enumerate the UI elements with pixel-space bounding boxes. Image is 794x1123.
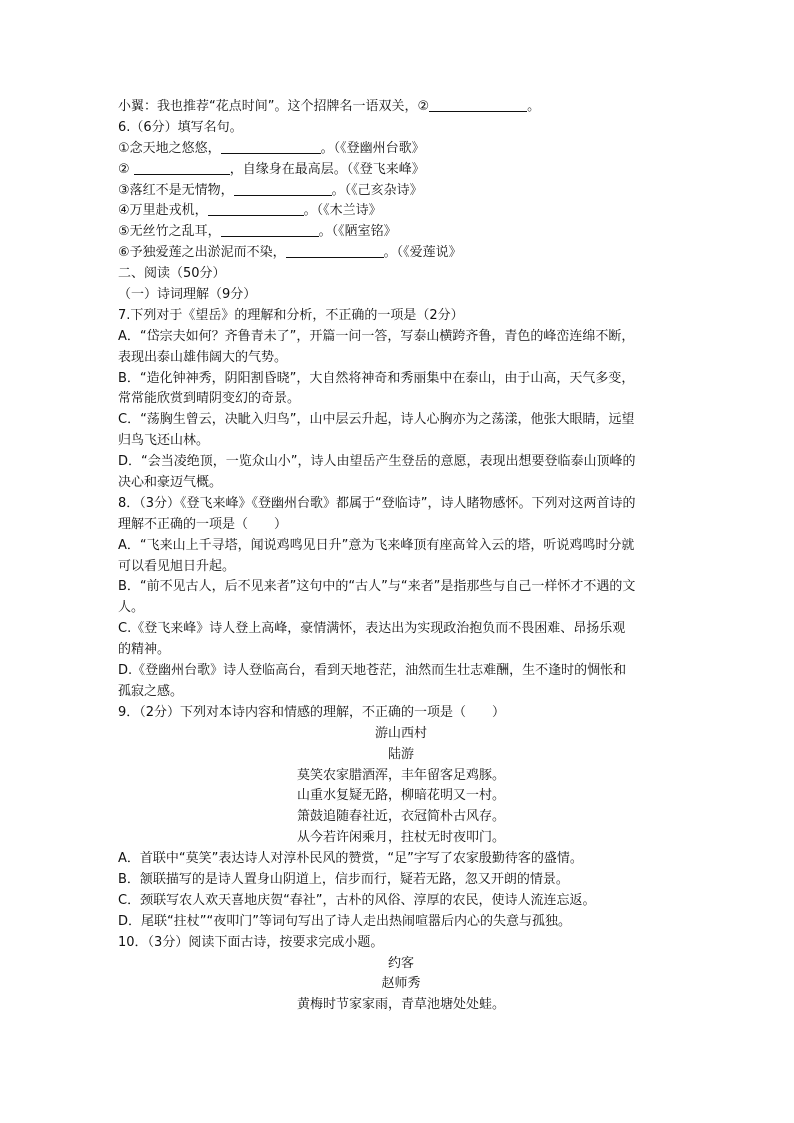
answer-blank[interactable] [286,243,384,258]
q6-item-2: ② ，自缘身在最高层。（《登飞来峰》 [118,161,425,177]
poem-line: 黄梅时节家家雨，青草池塘处处蛙。 [296,997,505,1013]
q7-line: D．“会当凌绝顶，一览众山小”，诗人由望岳产生登岳的意愿，表现出想要登临泰山顶峰的 [118,454,636,470]
q8-line: 孤寂之感。 [118,683,184,699]
q8-line: 人。 [118,600,145,616]
section-reading-heading: 二、阅读（50分） [118,266,226,282]
q8-line: B．“前不见古人，后不见来者”这句中的“古人”与“来者”是指那些与自己一样怀才不遇的文 [118,579,636,595]
answer-blank[interactable] [429,97,527,112]
poem-title: 游山西村 [374,725,427,741]
q9-option: C．颈联写农人欢天喜地庆贺“春社”，古朴的风俗、淳厚的农民，使诗人流连忘返。 [118,892,596,908]
q7-stem: 7.下列对于《望岳》的理解和分析，不正确的一项是（2分） [118,307,464,323]
answer-blank[interactable] [221,222,319,237]
q8-line: 理解不正确的一项是（ ） [118,516,288,532]
xiaozhi-line: 小翼：我也推荐“花点时间”。这个招牌名一语双关，② 。 [118,99,541,114]
q10-stem: 10．（3分）阅读下面古诗，按要求完成小题。 [118,934,384,950]
q8-line: 的精神。 [118,642,171,658]
q8-line: 可以看见旭日升起。 [118,558,236,574]
q9-option: B．颔联描写的是诗人置身山阴道上，信步而行，疑若无路，忽又开朗的情景。 [118,871,569,887]
xiaozhi-text: 小翼：我也推荐“花点时间”。这个招牌名一语双关，② [118,99,430,114]
poem-line: 山重水复疑无路，柳暗花明又一村。 [296,788,505,804]
q9-stem: 9．（2分）下列对本诗内容和情感的理解，不正确的一项是（ ） [118,704,506,720]
answer-blank[interactable] [134,160,230,175]
q6-item-5: ⑤无丝竹之乱耳， 。（《陋室铭》 [118,224,397,240]
q6-item-4: ④万里赴戎机， 。（《木兰诗》 [118,203,382,219]
q7-line: C．“荡胸生曾云，决眦入归鸟”，山中层云升起，诗人心胸亦为之荡漾，他张大眼睛，远望 [118,412,635,428]
poem-line: 箫鼓追随春社近，衣冠简朴古风存。 [296,809,505,825]
q8-line: 8．（3分）《登飞来峰》《登幽州台歌》都属于“登临诗”，诗人睹物感怀。下列对这两首诗的 [118,495,636,511]
poem-title: 约客 [387,955,414,971]
q8-line: A．“飞来山上千寻塔，闻说鸡鸣见日升”意为飞来峰顶有座高耸入云的塔，听说鸡鸣时分就 [118,537,635,553]
q7-line: A．“岱宗夫如何？齐鲁青未了”，开篇一问一答，写泰山横跨齐鲁，青色的峰峦连绵不断， [118,328,635,344]
q9-option: A．首联中“莫笑”表达诗人对淳朴民风的赞赏，“足”字写了农家殷勤待客的盛情。 [118,851,583,867]
q7-line: 归鸟飞还山林。 [118,433,210,449]
answer-blank[interactable] [208,201,304,216]
poem-author: 赵师秀 [381,976,421,992]
subsection-poetry-heading: （一）诗词理解（9分） [118,287,257,303]
exam-page [118,97,684,1016]
poem-line: 从今若许闲乘月，拄杖无时夜叩门。 [296,830,505,846]
q7-line: 决心和豪迈气概。 [118,475,223,491]
answer-blank[interactable] [234,181,332,196]
poem-author: 陆游 [387,746,414,762]
q6-item-1: ①念天地之悠悠， 。（《登幽州台歌》 [118,140,425,156]
q7-line: B．“造化钟神秀，阴阳割昏晓”，大自然将神奇和秀丽集中在泰山，由于山高，天气多变， [118,370,635,386]
q8-line: C.《登飞来峰》诗人登上高峰，豪情满怀，表达出为实现政治抱负而不畏困难、昂扬乐观 [118,621,626,637]
q6-item-6: ⑥予独爱莲之出淤泥而不染， 。（《爱莲说》 [118,245,462,261]
q6-item-3: ③落红不是无情物， 。（《己亥杂诗》 [118,182,423,198]
answer-blank[interactable] [221,139,321,154]
q9-option: D．尾联“拄杖”“夜叩门”等词句写出了诗人走出热闹喧嚣后内心的失意与孤独。 [118,913,571,929]
q7-line: 表现出泰山雄伟阔大的气势。 [118,349,288,365]
q6-title: 6.（6分）填写名句。 [118,119,243,135]
q7-line: 常常能欣赏到晴阴变幻的奇景。 [118,391,301,407]
q8-line: D.《登幽州台歌》诗人登临高台，看到天地苍茫，油然而生壮志难酬，生不逢时的惆怅和 [118,663,627,679]
poem-line: 莫笑农家腊酒浑，丰年留客足鸡豚。 [296,767,505,783]
